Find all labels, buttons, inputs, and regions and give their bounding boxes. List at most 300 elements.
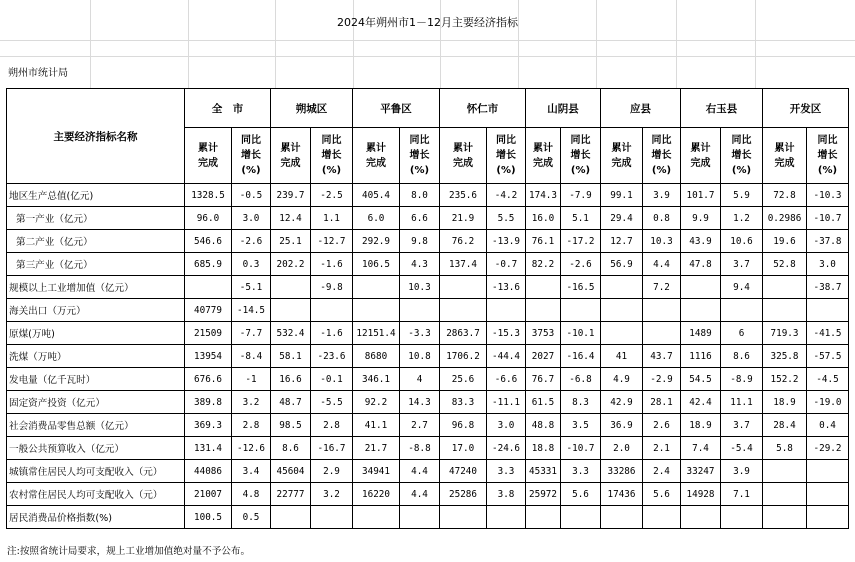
growth-value: -1.6	[311, 253, 353, 276]
cumulative-value: 61.5	[526, 391, 561, 414]
growth-value: -12.7	[311, 230, 353, 253]
cumulative-value: 3753	[526, 322, 561, 345]
cumulative-value: 36.9	[601, 414, 643, 437]
indicator-name: 地区生产总值(亿元)	[7, 184, 185, 207]
cumulative-value: 21509	[185, 322, 232, 345]
region-header: 山阴县	[526, 89, 601, 128]
cumulative-value: 12.7	[601, 230, 643, 253]
growth-value: -2.9	[643, 368, 681, 391]
growth-value: -13.9	[487, 230, 526, 253]
indicator-name: 社会消费品零售总额（亿元）	[7, 414, 185, 437]
cumulative-value: 1116	[681, 345, 721, 368]
cumulative-value: 17.0	[440, 437, 487, 460]
growth-value: -37.8	[807, 230, 849, 253]
growth-value: -7.7	[232, 322, 271, 345]
cumulative-value: 34941	[353, 460, 400, 483]
cumulative-value: 92.2	[353, 391, 400, 414]
cumulative-value: 56.9	[601, 253, 643, 276]
growth-value: 11.1	[721, 391, 763, 414]
cumulative-value: 40779	[185, 299, 232, 322]
growth-value	[807, 483, 849, 506]
growth-value: 2.4	[643, 460, 681, 483]
cumulative-value	[271, 276, 311, 299]
growth-value: 3.5	[561, 414, 601, 437]
growth-value: -23.6	[311, 345, 353, 368]
indicator-name: 一般公共预算收入（亿元）	[7, 437, 185, 460]
cumulative-value: 8.6	[271, 437, 311, 460]
growth-value: 4.4	[643, 253, 681, 276]
growth-value: -1.6	[311, 322, 353, 345]
cumulative-value: 21007	[185, 483, 232, 506]
growth-value: -4.5	[807, 368, 849, 391]
cumulative-value: 7.4	[681, 437, 721, 460]
cumulative-value: 17436	[601, 483, 643, 506]
cumulative-value: 21.9	[440, 207, 487, 230]
table-row	[7, 391, 849, 414]
footnote: 注:按照省统计局要求，规上工业增加值绝对量不予公布。	[7, 546, 251, 557]
cumulative-value: 18.9	[763, 391, 807, 414]
cumulative-value: 44086	[185, 460, 232, 483]
cumulative-value: 235.6	[440, 184, 487, 207]
table-row	[7, 414, 849, 437]
growth-value: 3.0	[807, 253, 849, 276]
growth-value: -0.7	[487, 253, 526, 276]
growth-value: 6	[721, 322, 763, 345]
cumulative-value	[440, 506, 487, 529]
region-header: 右玉县	[681, 89, 763, 128]
growth-value: 3.9	[721, 460, 763, 483]
growth-value: 2.9	[311, 460, 353, 483]
growth-value: 8.3	[561, 391, 601, 414]
growth-value	[807, 506, 849, 529]
growth-value: 9.4	[721, 276, 763, 299]
growth-value: 43.7	[643, 345, 681, 368]
growth-value: -5.4	[721, 437, 763, 460]
growth-value: 4.8	[232, 483, 271, 506]
cumulative-value: 5.8	[763, 437, 807, 460]
cumulative-value	[185, 276, 232, 299]
cumulative-value	[681, 299, 721, 322]
cumulative-value: 2.0	[601, 437, 643, 460]
indicator-name-header: 主要经济指标名称	[7, 89, 185, 184]
table-row	[7, 230, 849, 253]
cumulative-value: 99.1	[601, 184, 643, 207]
growth-value: -2.5	[311, 184, 353, 207]
cumulative-value: 6.0	[353, 207, 400, 230]
growth-value: 3.2	[311, 483, 353, 506]
indicator-name: 规模以上工业增加值（亿元）	[7, 276, 185, 299]
table-row	[7, 345, 849, 368]
growth-value: -6.8	[561, 368, 601, 391]
cumulative-value	[763, 276, 807, 299]
growth-value: 3.2	[232, 391, 271, 414]
cumulative-value: 96.8	[440, 414, 487, 437]
cumulative-value: 4.9	[601, 368, 643, 391]
cumulative-value: 13954	[185, 345, 232, 368]
cumulative-value: 0.2986	[763, 207, 807, 230]
page-title: 2024年朔州市1－12月主要经济指标	[337, 16, 518, 29]
cumulative-value: 43.9	[681, 230, 721, 253]
growth-value: -16.5	[561, 276, 601, 299]
indicator-name: 固定资产投资（亿元）	[7, 391, 185, 414]
cumulative-value	[601, 506, 643, 529]
growth-value	[561, 299, 601, 322]
indicator-name: 第三产业（亿元）	[7, 253, 185, 276]
cumulative-header: 累计 完成	[185, 128, 232, 184]
cumulative-value: 16220	[353, 483, 400, 506]
indicator-name: 第二产业（亿元）	[7, 230, 185, 253]
cumulative-value	[526, 506, 561, 529]
growth-value: -24.6	[487, 437, 526, 460]
growth-value: -41.5	[807, 322, 849, 345]
cumulative-value: 58.1	[271, 345, 311, 368]
growth-value: -5.1	[232, 276, 271, 299]
table-row	[7, 437, 849, 460]
growth-value: -10.7	[807, 207, 849, 230]
growth-value: -15.3	[487, 322, 526, 345]
cumulative-value: 28.4	[763, 414, 807, 437]
cumulative-value: 76.2	[440, 230, 487, 253]
cumulative-value	[440, 299, 487, 322]
cumulative-value: 76.1	[526, 230, 561, 253]
growth-value: 2.8	[232, 414, 271, 437]
cumulative-value: 33286	[601, 460, 643, 483]
table-row	[7, 368, 849, 391]
growth-header: 同比 增长 (%)	[721, 128, 763, 184]
cumulative-value: 346.1	[353, 368, 400, 391]
cumulative-value: 9.9	[681, 207, 721, 230]
growth-value: -16.7	[311, 437, 353, 460]
growth-value: 3.9	[643, 184, 681, 207]
cumulative-value	[681, 276, 721, 299]
growth-value: 0.5	[232, 506, 271, 529]
growth-value: 4.4	[400, 483, 440, 506]
growth-value: -6.6	[487, 368, 526, 391]
cumulative-value: 18.8	[526, 437, 561, 460]
cumulative-value: 532.4	[271, 322, 311, 345]
indicator-name: 原煤(万吨)	[7, 322, 185, 345]
cumulative-value: 19.6	[763, 230, 807, 253]
growth-value	[311, 506, 353, 529]
growth-value: -10.7	[561, 437, 601, 460]
cumulative-value: 1489	[681, 322, 721, 345]
cumulative-value: 16.6	[271, 368, 311, 391]
cumulative-value: 239.7	[271, 184, 311, 207]
indicator-name: 居民消费品价格指数(%)	[7, 506, 185, 529]
cumulative-value	[601, 299, 643, 322]
growth-value	[721, 299, 763, 322]
region-header: 全 市	[185, 89, 271, 128]
cumulative-value: 685.9	[185, 253, 232, 276]
cumulative-value: 16.0	[526, 207, 561, 230]
growth-value: 4	[400, 368, 440, 391]
cumulative-value: 72.8	[763, 184, 807, 207]
table-row	[7, 184, 849, 207]
growth-value: -11.1	[487, 391, 526, 414]
cumulative-value: 202.2	[271, 253, 311, 276]
cumulative-header: 累计 完成	[681, 128, 721, 184]
growth-value: 1.2	[721, 207, 763, 230]
growth-value: 7.1	[721, 483, 763, 506]
cumulative-value	[526, 276, 561, 299]
cumulative-value: 41.1	[353, 414, 400, 437]
cumulative-value: 52.8	[763, 253, 807, 276]
growth-value: 1.1	[311, 207, 353, 230]
region-header: 怀仁市	[440, 89, 526, 128]
growth-value: 5.6	[643, 483, 681, 506]
cumulative-value: 76.7	[526, 368, 561, 391]
cumulative-value: 2863.7	[440, 322, 487, 345]
growth-value: -9.8	[311, 276, 353, 299]
cumulative-value: 48.8	[526, 414, 561, 437]
cumulative-value: 131.4	[185, 437, 232, 460]
cumulative-value: 29.4	[601, 207, 643, 230]
indicator-name: 第一产业（亿元）	[7, 207, 185, 230]
cumulative-value: 369.3	[185, 414, 232, 437]
cumulative-value: 25.1	[271, 230, 311, 253]
cumulative-value	[763, 506, 807, 529]
growth-value: -10.3	[807, 184, 849, 207]
growth-value	[400, 299, 440, 322]
growth-value: 7.2	[643, 276, 681, 299]
cumulative-value: 8680	[353, 345, 400, 368]
growth-value: -16.4	[561, 345, 601, 368]
cumulative-value: 546.6	[185, 230, 232, 253]
table-row	[7, 483, 849, 506]
cumulative-value	[440, 276, 487, 299]
cumulative-value: 101.7	[681, 184, 721, 207]
growth-value: 10.6	[721, 230, 763, 253]
cumulative-header: 累计 完成	[271, 128, 311, 184]
growth-value: 3.0	[232, 207, 271, 230]
cumulative-value: 389.8	[185, 391, 232, 414]
growth-header: 同比 增长 (%)	[487, 128, 526, 184]
cumulative-value: 54.5	[681, 368, 721, 391]
table-row	[7, 299, 849, 322]
cumulative-value: 98.5	[271, 414, 311, 437]
growth-value: 2.6	[643, 414, 681, 437]
cumulative-value	[271, 299, 311, 322]
cumulative-header: 累计 完成	[440, 128, 487, 184]
indicator-name: 城镇常住居民人均可支配收入（元）	[7, 460, 185, 483]
cumulative-value: 42.9	[601, 391, 643, 414]
cumulative-header: 累计 完成	[353, 128, 400, 184]
growth-value: -14.5	[232, 299, 271, 322]
growth-value: -57.5	[807, 345, 849, 368]
cumulative-value: 47240	[440, 460, 487, 483]
growth-value: 10.3	[643, 230, 681, 253]
indicator-name: 海关出口（万元）	[7, 299, 185, 322]
cumulative-value: 45604	[271, 460, 311, 483]
indicator-table	[6, 88, 849, 529]
growth-value: 4.3	[400, 253, 440, 276]
cumulative-value: 152.2	[763, 368, 807, 391]
growth-value: -8.4	[232, 345, 271, 368]
cumulative-value: 96.0	[185, 207, 232, 230]
cumulative-value: 25.6	[440, 368, 487, 391]
cumulative-value: 719.3	[763, 322, 807, 345]
cumulative-header: 累计 完成	[526, 128, 561, 184]
growth-value: -5.5	[311, 391, 353, 414]
growth-value: 0.8	[643, 207, 681, 230]
growth-value: 4.4	[400, 460, 440, 483]
growth-value: -0.1	[311, 368, 353, 391]
grid-line	[0, 56, 855, 57]
growth-value: 9.8	[400, 230, 440, 253]
growth-value: -10.1	[561, 322, 601, 345]
growth-value: -2.6	[232, 230, 271, 253]
growth-value: -1	[232, 368, 271, 391]
cumulative-value: 12.4	[271, 207, 311, 230]
growth-header: 同比 增长 (%)	[643, 128, 681, 184]
growth-value: 3.4	[232, 460, 271, 483]
growth-header: 同比 增长 (%)	[807, 128, 849, 184]
growth-value: -29.2	[807, 437, 849, 460]
cumulative-value	[526, 299, 561, 322]
growth-value: 14.3	[400, 391, 440, 414]
growth-value	[311, 299, 353, 322]
growth-value	[561, 506, 601, 529]
growth-value: 5.9	[721, 184, 763, 207]
cumulative-value: 1706.2	[440, 345, 487, 368]
cumulative-value: 14928	[681, 483, 721, 506]
cumulative-value: 676.6	[185, 368, 232, 391]
region-header: 开发区	[763, 89, 849, 128]
growth-value: -7.9	[561, 184, 601, 207]
growth-value: 6.6	[400, 207, 440, 230]
growth-value: 8.0	[400, 184, 440, 207]
growth-value: 5.1	[561, 207, 601, 230]
growth-header: 同比 增长 (%)	[561, 128, 601, 184]
growth-value: -19.0	[807, 391, 849, 414]
growth-header: 同比 增长 (%)	[311, 128, 353, 184]
table-row	[7, 207, 849, 230]
growth-value: -2.6	[561, 253, 601, 276]
growth-value	[400, 506, 440, 529]
region-header: 平鲁区	[353, 89, 440, 128]
growth-value: 3.0	[487, 414, 526, 437]
table-row	[7, 460, 849, 483]
growth-value: -38.7	[807, 276, 849, 299]
cumulative-value	[353, 276, 400, 299]
growth-value: 5.6	[561, 483, 601, 506]
growth-value: -0.5	[232, 184, 271, 207]
cumulative-value	[601, 276, 643, 299]
cumulative-value: 12151.4	[353, 322, 400, 345]
cumulative-value: 82.2	[526, 253, 561, 276]
growth-value: -17.2	[561, 230, 601, 253]
cumulative-value: 100.5	[185, 506, 232, 529]
growth-header: 同比 增长 (%)	[400, 128, 440, 184]
cumulative-value: 45331	[526, 460, 561, 483]
cumulative-header: 累计 完成	[601, 128, 643, 184]
indicator-name: 农村常住居民人均可支配收入（元）	[7, 483, 185, 506]
table-row	[7, 322, 849, 345]
growth-header: 同比 增长 (%)	[232, 128, 271, 184]
cumulative-value	[763, 483, 807, 506]
cumulative-value: 137.4	[440, 253, 487, 276]
growth-value: -3.3	[400, 322, 440, 345]
growth-value: 2.1	[643, 437, 681, 460]
cumulative-value: 405.4	[353, 184, 400, 207]
cumulative-value: 42.4	[681, 391, 721, 414]
organization-label: 朔州市统计局	[8, 68, 68, 79]
growth-value: 10.3	[400, 276, 440, 299]
table-row	[7, 253, 849, 276]
growth-value: 3.3	[487, 460, 526, 483]
cumulative-value: 2027	[526, 345, 561, 368]
cumulative-value: 292.9	[353, 230, 400, 253]
cumulative-value	[271, 506, 311, 529]
cumulative-value: 25972	[526, 483, 561, 506]
cumulative-value: 41	[601, 345, 643, 368]
cumulative-value: 106.5	[353, 253, 400, 276]
growth-value: -44.4	[487, 345, 526, 368]
cumulative-value: 83.3	[440, 391, 487, 414]
growth-value: 5.5	[487, 207, 526, 230]
growth-value	[487, 299, 526, 322]
growth-value: 2.8	[311, 414, 353, 437]
region-header: 朔城区	[271, 89, 353, 128]
indicator-name: 洗煤（万吨）	[7, 345, 185, 368]
cumulative-value: 47.8	[681, 253, 721, 276]
cumulative-value: 25286	[440, 483, 487, 506]
growth-value	[807, 299, 849, 322]
growth-value	[487, 506, 526, 529]
cumulative-value	[353, 506, 400, 529]
cumulative-value: 48.7	[271, 391, 311, 414]
growth-value: 8.6	[721, 345, 763, 368]
cumulative-value: 325.8	[763, 345, 807, 368]
cumulative-value	[601, 322, 643, 345]
region-header: 应县	[601, 89, 681, 128]
cumulative-value	[763, 299, 807, 322]
growth-value: 2.7	[400, 414, 440, 437]
growth-value: 3.3	[561, 460, 601, 483]
cumulative-value	[681, 506, 721, 529]
growth-value: 3.7	[721, 253, 763, 276]
cumulative-header: 累计 完成	[763, 128, 807, 184]
growth-value: 0.4	[807, 414, 849, 437]
growth-value	[643, 322, 681, 345]
growth-value: -8.9	[721, 368, 763, 391]
growth-value: 3.8	[487, 483, 526, 506]
growth-value	[721, 506, 763, 529]
cumulative-value: 21.7	[353, 437, 400, 460]
growth-value	[807, 460, 849, 483]
cumulative-value: 18.9	[681, 414, 721, 437]
growth-value: -13.6	[487, 276, 526, 299]
growth-value	[643, 299, 681, 322]
table-row	[7, 506, 849, 529]
cumulative-value: 174.3	[526, 184, 561, 207]
growth-value: -12.6	[232, 437, 271, 460]
growth-value: -8.8	[400, 437, 440, 460]
grid-line	[0, 40, 855, 41]
growth-value: 10.8	[400, 345, 440, 368]
cumulative-value: 33247	[681, 460, 721, 483]
cumulative-value	[353, 299, 400, 322]
growth-value	[643, 506, 681, 529]
table-row	[7, 276, 849, 299]
cumulative-value: 1328.5	[185, 184, 232, 207]
cumulative-value	[763, 460, 807, 483]
growth-value: 28.1	[643, 391, 681, 414]
growth-value: 0.3	[232, 253, 271, 276]
indicator-name: 发电量（亿千瓦时）	[7, 368, 185, 391]
cumulative-value: 22777	[271, 483, 311, 506]
growth-value: -4.2	[487, 184, 526, 207]
